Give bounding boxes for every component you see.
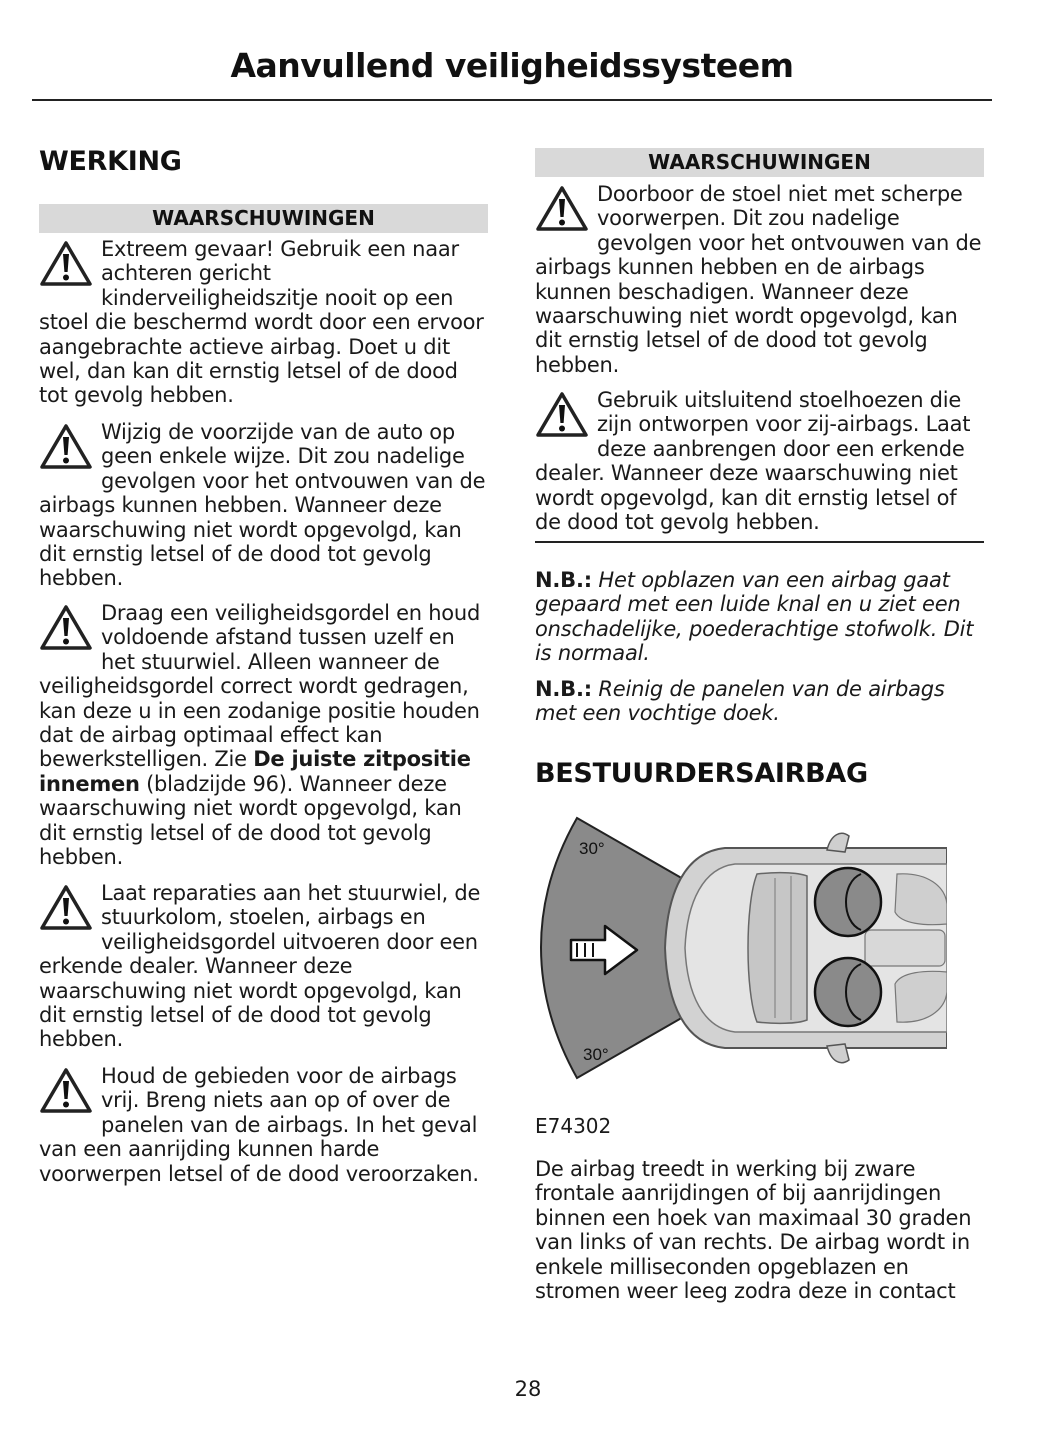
warning-keep-areas-clear: [39, 1064, 489, 1186]
warning-pierce-seat: [535, 182, 987, 377]
warning-triangle-icon: [39, 1066, 93, 1114]
warnings-header-right: WAARSCHUWINGEN: [535, 148, 984, 177]
note-clean-panels: [535, 677, 987, 726]
page-number: 28: [514, 1377, 542, 1401]
warning-seat-covers: [535, 388, 987, 534]
warning-text: Wijzig de voorzijde van de auto op geen enkele wijze. Dit zou nadelige gevolgen voor het ontvouwen van de airbags kunnen hebben. Wanneer deze waarschuwing niet wordt opgevolgd, kan dit ernstig letsel of de dood tot gevolg hebben.: [39, 420, 486, 591]
warning-rear-facing-seat: [39, 237, 489, 408]
note-label: N.B.:: [535, 568, 592, 592]
section-heading-werking: WERKING: [39, 146, 182, 177]
page-title: Aanvullend veiligheidssysteem: [230, 46, 794, 85]
warning-text: Extreem gevaar! Gebruik een naar achteren gericht kinderveiligheidszitje nooit op een stoel die beschermd wordt door een ervoor aangebrachte actieve airbag. Doet u dit wel, dan kan dit ernstig letsel of de dood tot gevolg hebben.: [39, 237, 484, 408]
airbag-zone-illustration: [535, 812, 947, 1084]
note-text: Reinig de panelen van de airbags met een vochtige doek.: [535, 677, 945, 726]
airbag-deployment-figure: [535, 812, 947, 1084]
airbag-description-paragraph: De airbag treedt in werking bij zware frontale aanrijdingen of bij aanrijdingen binnen een hoek van maximaal 30 graden van links of van rechts. De airbag wordt in enkele milliseconden opgeblazen en stromen weer leeg zodra deze in contact: [535, 1157, 972, 1304]
warning-text: Laat reparaties aan het stuurwiel, de stuurkolom, stoelen, airbags en veiligheidsgordel uitvoeren door een erkende dealer. Wanneer deze waarschuwing niet wordt opgevolgd, kan dit ernstig letsel of de dood tot gevolg hebben.: [39, 881, 481, 1052]
warning-triangle-icon: [39, 239, 93, 287]
warning-text: Houd de gebieden voor de airbags vrij. Breng niets aan op of over de panelen van de airbags. In het geval van een aanrijding kunnen harde voorwerpen letsel of de dood veroorzaken.: [39, 1064, 479, 1186]
angle-label-top: 30°: [579, 839, 605, 858]
warnings-end-rule: [535, 541, 984, 543]
warning-text: Doorboor de stoel niet met scherpe voorwerpen. Dit zou nadelige gevolgen voor het ontvouwen van de airbags kunnen hebben en de airbags kunnen beschadigen. Wanneer deze waarschuwing niet wordt opgevolgd, kan dit ernstig letsel of de dood tot gevolg hebben.: [535, 182, 982, 377]
warning-repairs-dealer: [39, 881, 489, 1052]
warning-triangle-icon: [39, 422, 93, 470]
note-inflation-noise: [535, 568, 987, 666]
warning-text: Draag een veiligheidsgordel en houd voldoende afstand tussen uzelf en het stuurwiel. Alleen wanneer de veiligheidsgordel correct wordt gedragen, kan deze u in een zodanige positie houden dat de airbag optimaal effect kan bewerkstelligen. Zie: [39, 601, 481, 772]
warning-text: Gebruik uitsluitend stoelhoezen die zijn ontworpen voor zij-airbags. Laat deze aanbrengen door een erkende dealer. Wanneer deze waarschuwing niet wordt opgevolgd, kan dit ernstig letsel of de dood tot gevolg hebben.: [535, 388, 971, 535]
note-text: Het opblazen van een airbag gaat gepaard met een luide knal en u ziet een onschadelijke, poederachtige stofwolk. Dit is normaal.: [535, 568, 974, 666]
angle-label-bottom: 30°: [583, 1045, 609, 1064]
cross-reference-link[interactable]: De juiste zitpositie innemen: [39, 747, 471, 796]
warning-triangle-icon: [39, 883, 93, 931]
warning-seatbelt-distance: [39, 601, 489, 869]
figure-caption: E74302: [535, 1114, 612, 1138]
section-heading-bestuurdersairbag: BESTUURDERSAIRBAG: [535, 758, 868, 789]
warnings-header-left: WAARSCHUWINGEN: [39, 204, 488, 233]
warning-triangle-icon: [39, 603, 93, 651]
note-label: N.B.:: [535, 677, 592, 701]
warning-triangle-icon: [535, 390, 589, 438]
warning-text-continued: (bladzijde 96). Wanneer deze waarschuwing niet wordt opgevolgd, kan dit ernstig letsel of de dood tot gevolg hebben.: [39, 771, 462, 870]
warning-triangle-icon: [535, 184, 589, 232]
warning-front-modification: [39, 420, 489, 591]
title-divider: [32, 99, 992, 101]
